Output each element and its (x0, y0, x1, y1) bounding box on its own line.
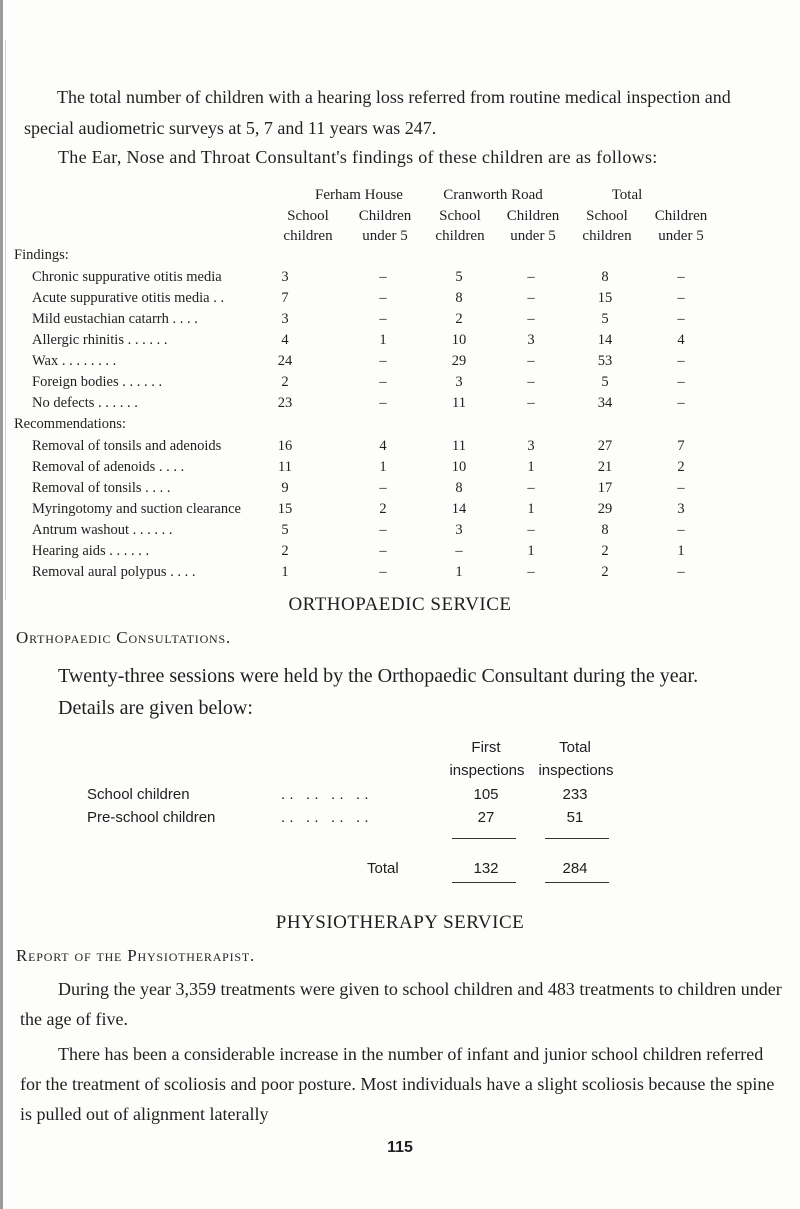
table-row (0, 353, 800, 374)
col-header-bottom: under 5 (658, 228, 704, 244)
cell: 51 (566, 809, 584, 826)
row-label: Chronic suppurative otitis media (32, 269, 222, 285)
cell: – (527, 353, 535, 369)
cell: 1 (379, 459, 387, 475)
orthopaedic-text: Twenty-three sessions were held by the Orthopaedic Consultant during the year. (58, 665, 699, 687)
cell: 29 (451, 353, 467, 369)
cell: 11 (452, 438, 466, 454)
table-row (0, 374, 800, 395)
col-header-bottom: children (435, 228, 485, 244)
col-header-top: School (439, 208, 481, 224)
row-label: Pre-school children (87, 809, 216, 826)
cell: – (379, 290, 387, 306)
cell: 5 (601, 311, 609, 327)
cell: 1 (455, 564, 463, 580)
cell: 16 (277, 438, 293, 454)
cell: 5 (455, 269, 463, 285)
cell: 8 (601, 522, 609, 538)
cell: – (379, 353, 387, 369)
cell: – (527, 564, 535, 580)
cell: 10 (451, 459, 467, 475)
col-header-bottom: under 5 (510, 228, 556, 244)
cell: 53 (597, 353, 613, 369)
table-row (0, 395, 800, 416)
cell: – (677, 290, 685, 306)
row-label: Removal of tonsils and adenoids (32, 438, 222, 454)
cell: 7 (281, 290, 289, 306)
table-row (0, 564, 800, 585)
row-label: Myringotomy and suction clearance (32, 501, 241, 517)
cell: – (379, 395, 387, 411)
cell: 2 (601, 564, 609, 580)
table-row (0, 522, 800, 543)
cell: 1 (527, 543, 535, 559)
cell: – (527, 480, 535, 496)
cell: – (677, 269, 685, 285)
cell: 8 (455, 480, 463, 496)
leader-dots: . . . . . . . . (281, 786, 369, 803)
cell: 11 (452, 395, 466, 411)
table-row (0, 459, 800, 480)
cell: – (379, 480, 387, 496)
cell: – (677, 395, 685, 411)
physiotherapy-paragraph: There has been a considerable increase in the number of infant and junior school children referred for the treatment of scoliosis and poor posture. Most individuals have a slight scoliosis because the spine is pulled out of alignment laterally (20, 1044, 775, 1124)
row-label: School children (87, 786, 190, 803)
cell: 3 (455, 522, 463, 538)
cell: 3 (281, 269, 289, 285)
cell: 34 (597, 395, 613, 411)
cell: 14 (451, 501, 467, 517)
cell: – (527, 269, 535, 285)
col-header-first-sub: inspections (449, 762, 525, 779)
table-row (0, 269, 800, 290)
cell: – (527, 522, 535, 538)
cell: – (677, 522, 685, 538)
row-label: Hearing aids . . . . . . (32, 543, 150, 559)
intro-lead-in: The Ear, Nose and Throat Consultant's findings of these children are as follows: (58, 147, 658, 167)
cell: 11 (278, 459, 292, 475)
cell: 9 (281, 480, 289, 496)
cell: – (379, 311, 387, 327)
physiotherapy-heading: PHYSIOTHERAPY SERVICE (275, 912, 525, 933)
cell: 2 (281, 543, 289, 559)
col-header-bottom: children (582, 228, 632, 244)
cell: 8 (601, 269, 609, 285)
table-row (0, 332, 800, 353)
cell: 3 (527, 438, 535, 454)
cell: 2 (281, 374, 289, 390)
recommendations-label: Recommendations: (14, 416, 126, 432)
cell: 4 (379, 438, 387, 454)
rule (545, 882, 609, 883)
cell: – (455, 543, 463, 559)
cell: 284 (562, 860, 588, 877)
cell: 14 (597, 332, 613, 348)
cell: 1 (379, 332, 387, 348)
group-header-ferham: Ferham House (315, 187, 403, 203)
cell: 4 (281, 332, 289, 348)
cell: – (677, 353, 685, 369)
findings-label: Findings: (14, 247, 69, 263)
col-header-bottom: children (283, 228, 333, 244)
table-row (0, 438, 800, 459)
cell: 23 (277, 395, 293, 411)
cell: 3 (281, 311, 289, 327)
cell: – (527, 374, 535, 390)
cell: 5 (281, 522, 289, 538)
physiotherapy-paragraph: During the year 3,359 treatments were given to school children and 483 treatments to children under the age of five. (20, 979, 782, 1029)
cell: 1 (527, 501, 535, 517)
col-header-first: First (471, 739, 501, 756)
cell: 1 (281, 564, 289, 580)
table-row (0, 543, 800, 564)
group-header-cranworth: Cranworth Road (443, 187, 543, 203)
row-label: Removal of tonsils . . . . (32, 480, 171, 496)
cell: – (527, 290, 535, 306)
cell: 3 (455, 374, 463, 390)
row-label: Wax . . . . . . . . (32, 353, 117, 369)
cell: 10 (451, 332, 467, 348)
group-header-total: Total (611, 187, 643, 203)
rule (545, 838, 609, 839)
row-label: Removal aural polypus . . . . (32, 564, 196, 580)
physiotherapy-subheading: Report of the Physiotherapist. (16, 946, 256, 965)
col-header-total-sub: inspections (538, 762, 614, 779)
cell: 5 (601, 374, 609, 390)
cell: – (379, 564, 387, 580)
row-label: Foreign bodies . . . . . . (32, 374, 163, 390)
cell: 233 (562, 786, 588, 803)
cell: 2 (677, 459, 685, 475)
row-label: Removal of adenoids . . . . (32, 459, 185, 475)
cell: 1 (677, 543, 685, 559)
rule (452, 838, 516, 839)
cell: 3 (527, 332, 535, 348)
col-header-top: Children (358, 208, 412, 224)
intro-paragraph: The total number of children with a hearing loss referred from routine medical inspection and special audiometric surveys at 5, 7 and 11 years was 247. (24, 87, 731, 138)
rule (452, 882, 516, 883)
cell: 4 (677, 332, 685, 348)
leader-dots: . . . . . . . . (281, 809, 369, 826)
cell: – (527, 395, 535, 411)
cell: 29 (597, 501, 613, 517)
cell: 1 (527, 459, 535, 475)
cell: 27 (477, 809, 495, 826)
cell: – (677, 374, 685, 390)
total-label: Total (367, 860, 399, 877)
cell: 2 (379, 501, 387, 517)
row-label: Antrum washout . . . . . . (32, 522, 173, 538)
col-header-total: Total (559, 739, 591, 756)
table-row (0, 501, 800, 522)
col-header-bottom: under 5 (362, 228, 408, 244)
cell: 17 (597, 480, 613, 496)
cell: 2 (455, 311, 463, 327)
row-label: No defects . . . . . . (32, 395, 138, 411)
cell: – (379, 269, 387, 285)
cell: 3 (677, 501, 685, 517)
table-row (0, 480, 800, 501)
cell: 105 (473, 786, 499, 803)
row-label: Acute suppurative otitis media . . (32, 290, 225, 306)
cell: 15 (597, 290, 613, 306)
cell: 8 (455, 290, 463, 306)
col-header-top: Children (506, 208, 560, 224)
table-row (0, 290, 800, 311)
cell: – (677, 564, 685, 580)
cell: 2 (601, 543, 609, 559)
table-row (0, 311, 800, 332)
col-header-top: Children (654, 208, 708, 224)
cell: – (379, 374, 387, 390)
orthopaedic-lead-in: Details are given below: (58, 697, 253, 719)
cell: 24 (277, 353, 293, 369)
cell: – (379, 543, 387, 559)
row-label: Allergic rhinitis . . . . . . (32, 332, 168, 348)
orthopaedic-subheading: Orthopaedic Consultations. (16, 628, 232, 647)
cell: 132 (473, 860, 499, 877)
orthopaedic-heading: ORTHOPAEDIC SERVICE (288, 594, 512, 615)
cell: 27 (597, 438, 613, 454)
row-label: Mild eustachian catarrh . . . . (32, 311, 198, 327)
col-header-top: School (586, 208, 628, 224)
cell: 7 (677, 438, 685, 454)
cell: – (677, 311, 685, 327)
cell: – (379, 522, 387, 538)
cell: 15 (277, 501, 293, 517)
cell: 21 (597, 459, 613, 475)
cell: – (527, 311, 535, 327)
page-number: 115 (387, 1139, 413, 1156)
col-header-top: School (287, 208, 329, 224)
cell: – (677, 480, 685, 496)
